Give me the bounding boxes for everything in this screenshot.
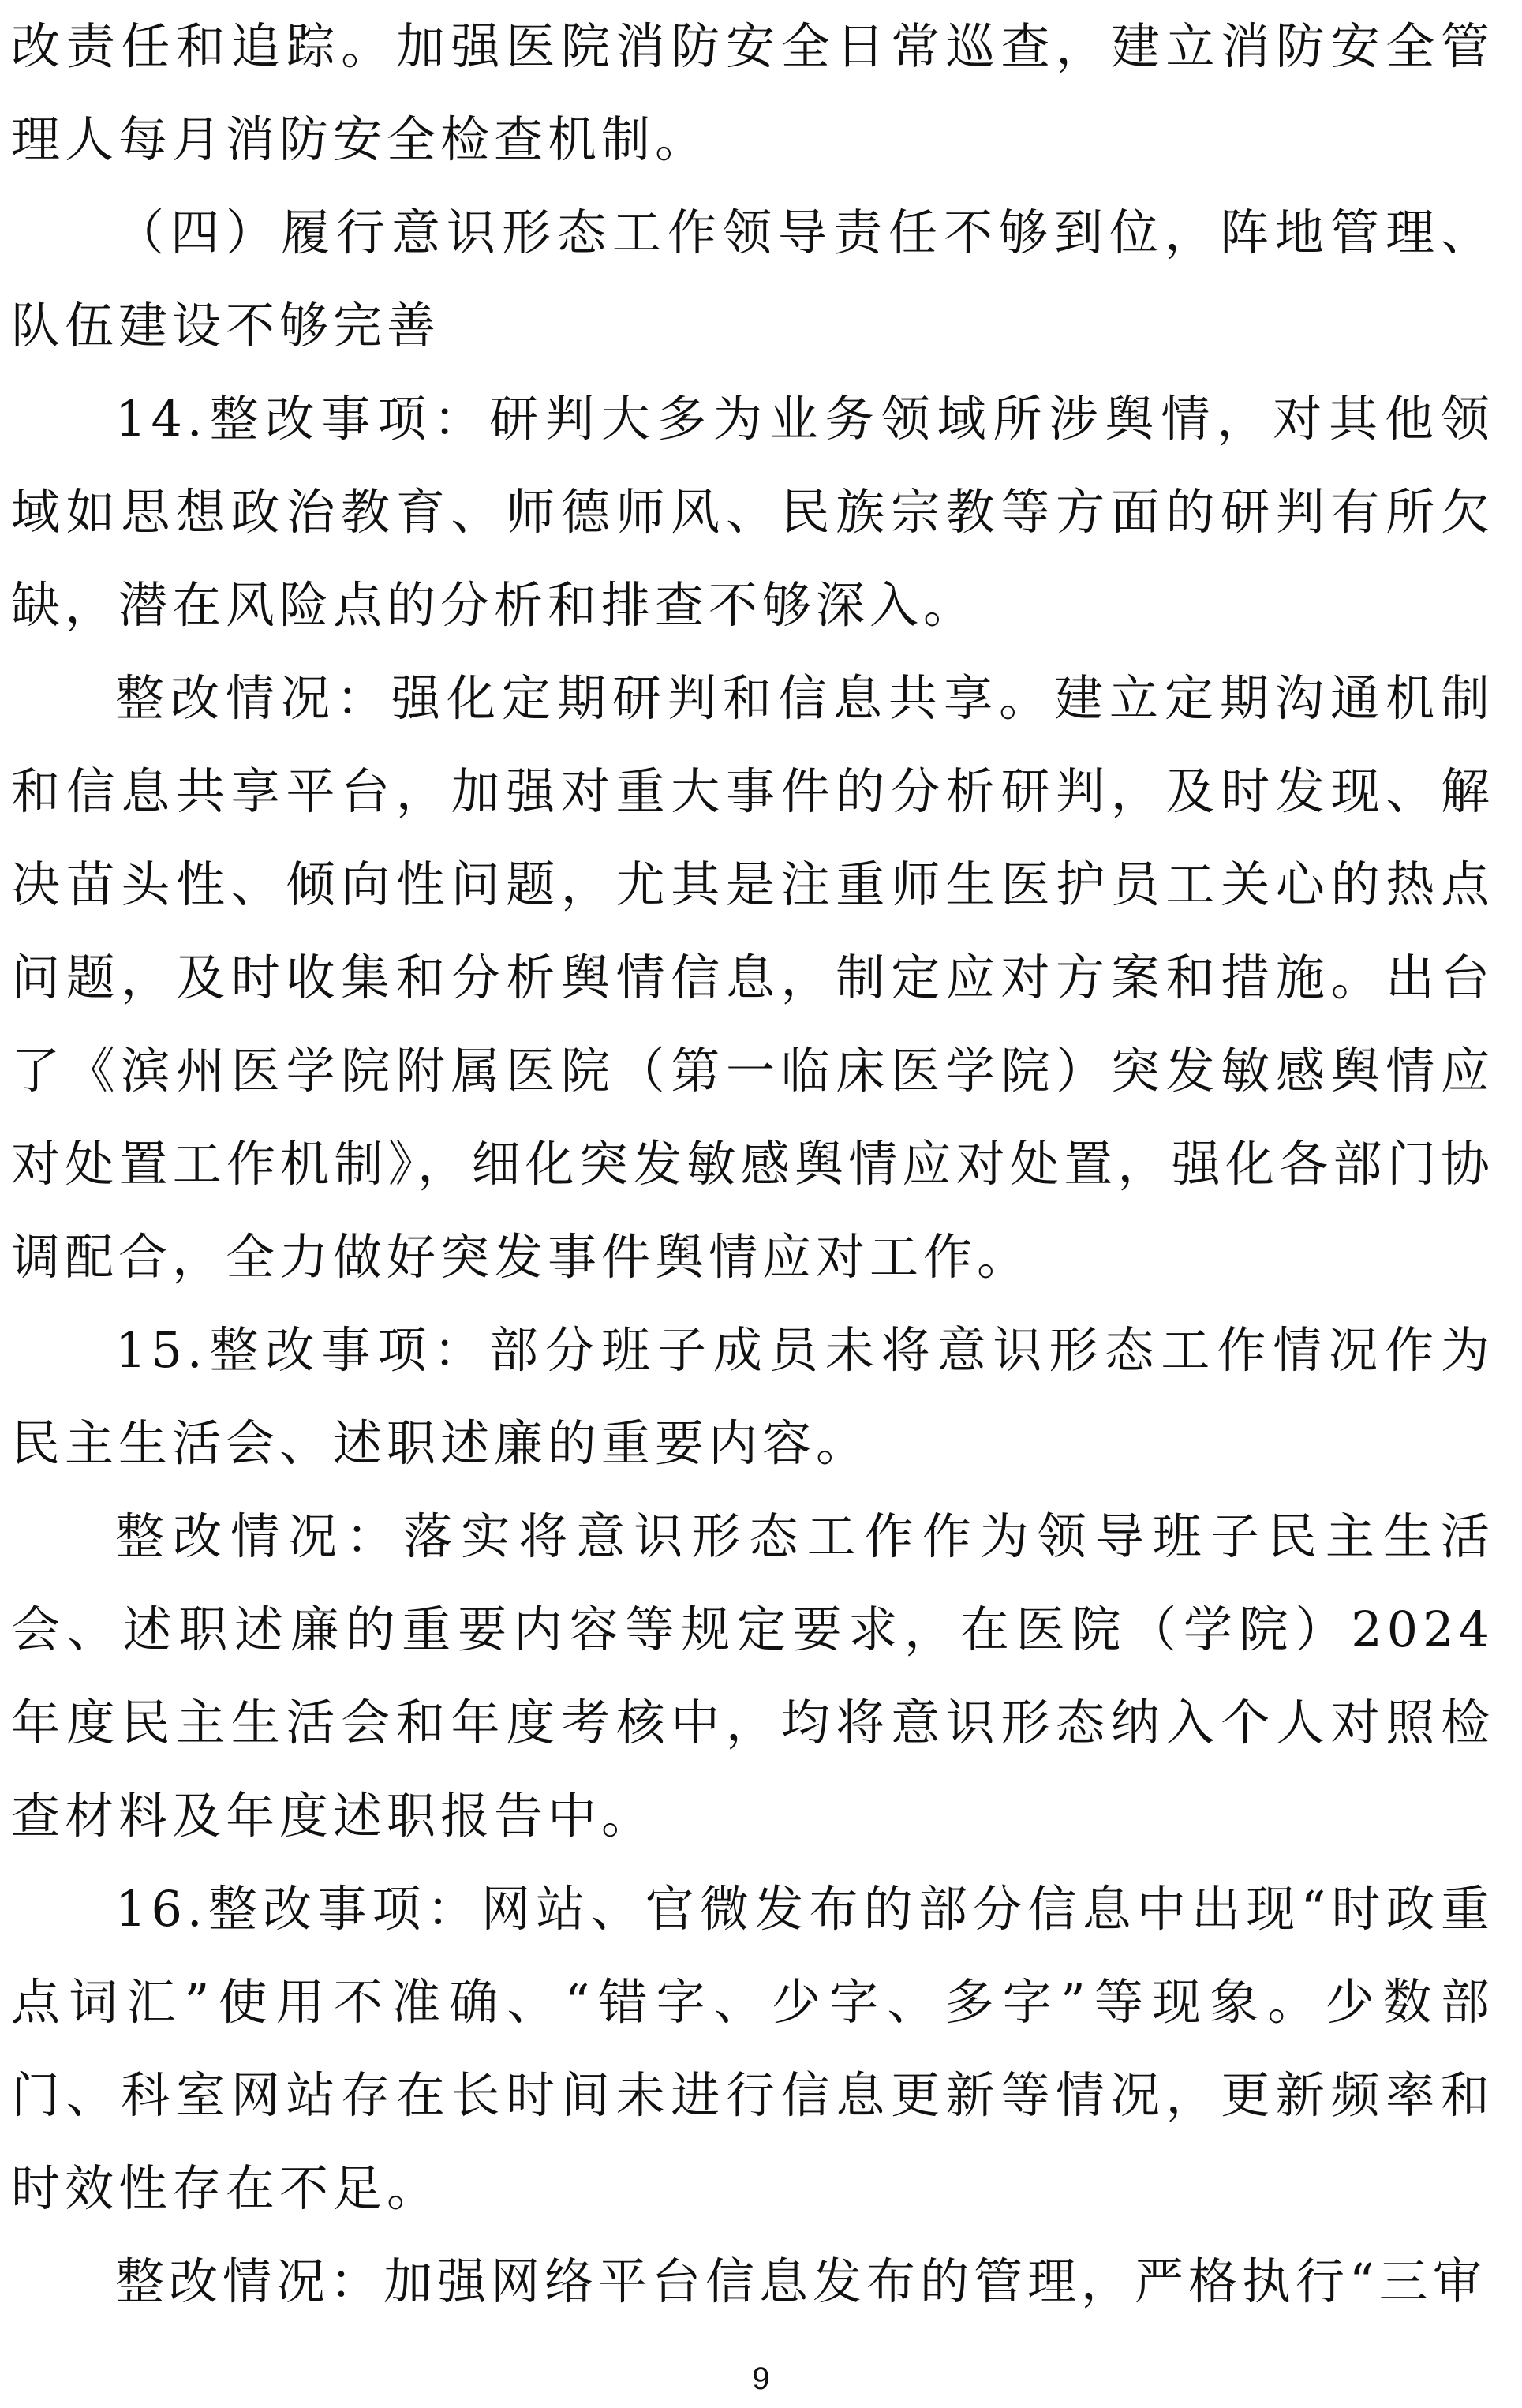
document-body xyxy=(11,0,1494,2328)
paragraph-item-16-issue: 16.整改事项：网站、官微发布的部分信息中出现“时政重点词汇”使用不准确、“错字、少字、多字”等现象。少数部门、科室网站存在长时间未进行信息更新等情况，更新频率和时效性存在不足。 xyxy=(11,1880,1494,2217)
paragraph-item-15-issue: 15.整改事项：部分班子成员未将意识形态工作情况作为民主生活会、述职述廉的重要内容。 xyxy=(11,1321,1494,1472)
paragraph-fire-safety-continuation: 改责任和追踪。加强医院消防安全日常巡查，建立消防安全管理人每月消防安全检查机制。 xyxy=(11,17,1494,168)
paragraph-item-16-rectification: 整改情况：加强网络平台信息发布的管理，严格执行“三审 xyxy=(115,2253,1486,2310)
paragraph-item-14-issue: 14.整改事项：研判大多为业务领域所涉舆情，对其他领域如思想政治教育、师德师风、民族宗教等方面的研判有所欠缺，潜在风险点的分析和排查不够深入。 xyxy=(11,390,1494,634)
paragraph-item-15-rectification: 整改情况：落实将意识形态工作作为领导班子民主生活会、述职述廉的重要内容等规定要求，在医院（学院）2024年度民主生活会和年度考核中，均将意识形态纳入个人对照检查材料及年度述职报告中。 xyxy=(11,1507,1494,1844)
page-number: 9 xyxy=(752,2361,770,2396)
paragraph-item-14-rectification: 整改情况：强化定期研判和信息共享。建立定期沟通机制和信息共享平台，加强对重大事件的分析研判，及时发现、解决苗头性、倾向性问题，尤其是注重师生医护员工关心的热点问题，及时收集和分析舆情信息，制定应对方案和措施。出台了《滨州医学院附属医院（第一临床医学院）突发敏感舆情应对处置工作机制》，细化突发敏感舆情应对处置，强化各部门协调配合，全力做好突发事件舆情应对工作。 xyxy=(11,669,1494,1286)
section-heading-ideology: （四）履行意识形态工作领导责任不够到位，阵地管理、队伍建设不够完善 xyxy=(11,204,1494,354)
